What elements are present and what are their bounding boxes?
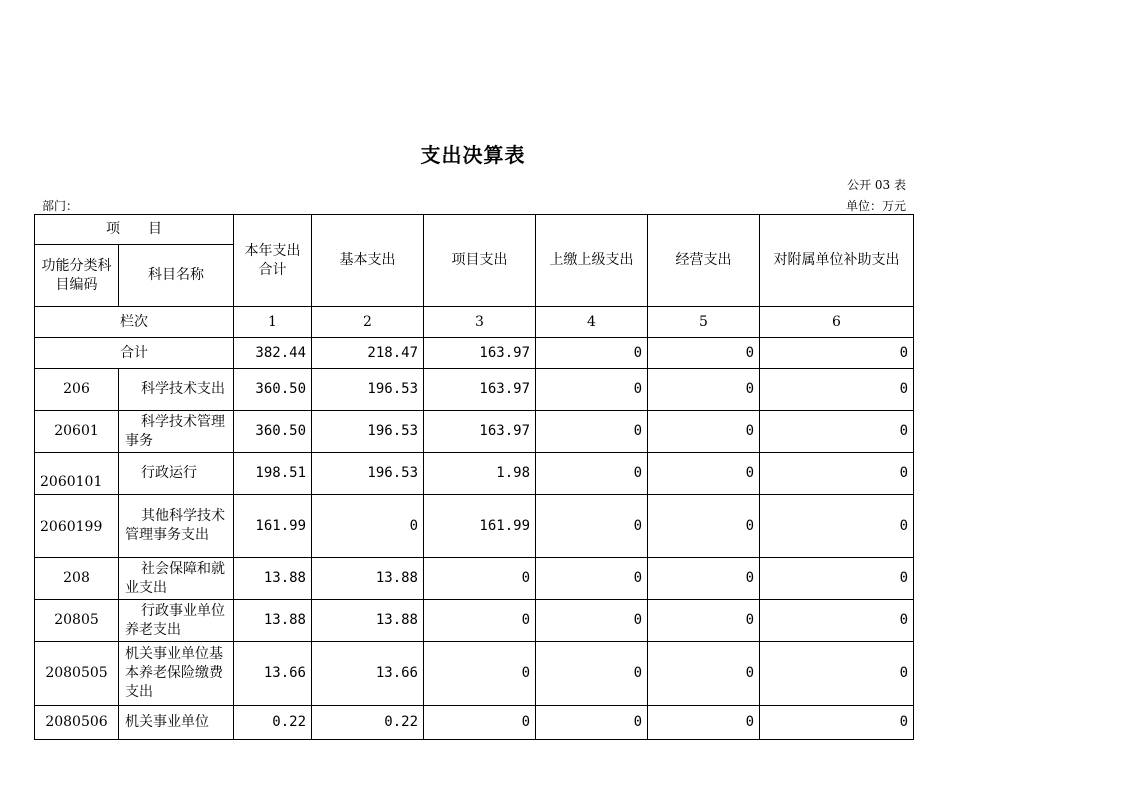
column-index-2: 2	[312, 307, 424, 338]
row-code: 2080505	[35, 642, 119, 706]
header-row-1	[35, 215, 914, 245]
table-row	[35, 453, 914, 495]
row-code: 2060199	[35, 495, 119, 558]
row-v2: 13.88	[312, 600, 424, 642]
column-index-3: 3	[424, 307, 536, 338]
row-v2: 13.88	[312, 558, 424, 600]
unit-label: 单位：万元	[845, 199, 906, 213]
header-basic: 基本支出	[312, 215, 424, 307]
table-row	[35, 706, 914, 740]
row-v1: 13.88	[234, 600, 312, 642]
row-code: 2080506	[35, 706, 119, 740]
row-code: 208	[35, 558, 119, 600]
table-row	[35, 642, 914, 706]
row-v2: 0	[312, 495, 424, 558]
row-v2: 196.53	[312, 369, 424, 411]
row-v6: 0	[760, 600, 914, 642]
row-v1: 360.50	[234, 369, 312, 411]
header-func-code: 功能分类科目编码	[35, 245, 119, 307]
total-v4: 0	[536, 338, 648, 369]
row-v3: 163.97	[424, 369, 536, 411]
row-v3: 1.98	[424, 453, 536, 495]
row-v5: 0	[648, 495, 760, 558]
row-v2: 196.53	[312, 411, 424, 453]
row-v6: 0	[760, 453, 914, 495]
row-v6: 0	[760, 411, 914, 453]
row-v3: 161.99	[424, 495, 536, 558]
row-v4: 0	[536, 706, 648, 740]
row-v3: 0	[424, 642, 536, 706]
header-subject-name: 科目名称	[119, 245, 234, 307]
table-row	[35, 495, 914, 558]
form-number: 公开 03 表	[847, 178, 906, 192]
table-row	[35, 411, 914, 453]
row-v6: 0	[760, 558, 914, 600]
row-v4: 0	[536, 558, 648, 600]
row-v1: 13.88	[234, 558, 312, 600]
table-row	[35, 558, 914, 600]
row-name: 科学技术管理事务	[119, 411, 234, 453]
row-v4: 0	[536, 453, 648, 495]
row-name: 科学技术支出	[119, 369, 234, 411]
column-index-5: 5	[648, 307, 760, 338]
header-project: 项 目	[35, 215, 234, 245]
row-v4: 0	[536, 411, 648, 453]
column-index-4: 4	[536, 307, 648, 338]
row-v1: 360.50	[234, 411, 312, 453]
row-code: 206	[35, 369, 119, 411]
row-v6: 0	[760, 495, 914, 558]
row-v5: 0	[648, 642, 760, 706]
column-index-label: 栏次	[35, 307, 234, 338]
total-v1: 382.44	[234, 338, 312, 369]
row-name: 机关事业单位	[119, 706, 234, 740]
row-v4: 0	[536, 600, 648, 642]
row-v3: 163.97	[424, 411, 536, 453]
row-v1: 198.51	[234, 453, 312, 495]
table-row	[35, 369, 914, 411]
row-v4: 0	[536, 495, 648, 558]
row-name: 社会保障和就业支出	[119, 558, 234, 600]
row-v1: 0.22	[234, 706, 312, 740]
total-label: 合计	[35, 338, 234, 369]
row-code: 20805	[35, 600, 119, 642]
header-subsidy: 对附属单位补助支出	[760, 215, 914, 307]
row-v6: 0	[760, 642, 914, 706]
row-v2: 196.53	[312, 453, 424, 495]
expenditure-table	[34, 214, 914, 740]
row-code: 20601	[35, 411, 119, 453]
row-v1: 13.66	[234, 642, 312, 706]
row-v5: 0	[648, 558, 760, 600]
row-name: 行政事业单位养老支出	[119, 600, 234, 642]
row-v3: 0	[424, 558, 536, 600]
header-project-expenditure: 项目支出	[424, 215, 536, 307]
header-total: 本年支出合计	[234, 215, 312, 307]
row-v6: 0	[760, 706, 914, 740]
row-v2: 13.66	[312, 642, 424, 706]
row-name: 其他科学技术管理事务支出	[119, 495, 234, 558]
column-index-6: 6	[760, 307, 914, 338]
row-v3: 0	[424, 600, 536, 642]
row-v5: 0	[648, 369, 760, 411]
total-v6: 0	[760, 338, 914, 369]
header-upper: 上缴上级支出	[536, 215, 648, 307]
row-v6: 0	[760, 369, 914, 411]
row-v5: 0	[648, 411, 760, 453]
total-v3: 163.97	[424, 338, 536, 369]
department-label: 部门：	[42, 199, 79, 213]
total-v2: 218.47	[312, 338, 424, 369]
page-title: 支出决算表	[420, 143, 526, 167]
row-code: 2060101	[35, 453, 119, 495]
total-row	[35, 338, 914, 369]
row-v4: 0	[536, 369, 648, 411]
column-index-row	[35, 307, 914, 338]
column-index-1: 1	[234, 307, 312, 338]
row-v5: 0	[648, 600, 760, 642]
table-row	[35, 600, 914, 642]
row-v1: 161.99	[234, 495, 312, 558]
row-v5: 0	[648, 453, 760, 495]
row-name: 行政运行	[119, 453, 234, 495]
row-v5: 0	[648, 706, 760, 740]
row-v2: 0.22	[312, 706, 424, 740]
total-v5: 0	[648, 338, 760, 369]
row-v3: 0	[424, 706, 536, 740]
row-v4: 0	[536, 642, 648, 706]
row-name: 机关事业单位基本养老保险缴费支出	[119, 642, 234, 706]
header-business: 经营支出	[648, 215, 760, 307]
